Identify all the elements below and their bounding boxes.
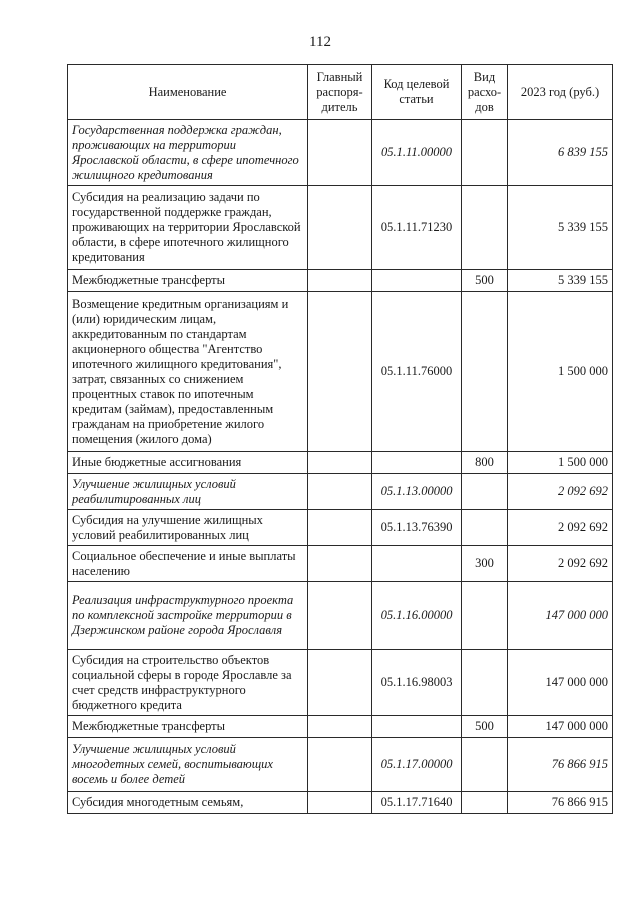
row-expense-type: 300 bbox=[462, 546, 508, 582]
row-name: Межбюджетные трансферты bbox=[68, 716, 308, 738]
row-amount: 2 092 692 bbox=[508, 510, 613, 546]
row-chief-admin bbox=[308, 582, 372, 650]
row-chief-admin bbox=[308, 716, 372, 738]
row-name: Субсидия на реализацию задачи по государственной поддержке граждан, проживающих на территории Ярославской области, в сфере ипотечного жилищного кредитования bbox=[68, 186, 308, 270]
row-expense-type bbox=[462, 474, 508, 510]
row-amount: 147 000 000 bbox=[508, 716, 613, 738]
header-amount: 2023 год (руб.) bbox=[508, 65, 613, 120]
row-amount: 147 000 000 bbox=[508, 650, 613, 716]
row-name: Возмещение кредитным организациям и (или) юридическим лицам, аккредитованным по стандартам акционерного общества "Агентство ипотечного жилищного кредитования", затрат, связанных со снижением процентных ставок по ипотечным кредитам (займам), предоставленным гражданам на приобретение жилого помещения (жилого дома) bbox=[68, 292, 308, 452]
table-row bbox=[68, 716, 613, 738]
table-row bbox=[68, 792, 613, 814]
row-chief-admin bbox=[308, 452, 372, 474]
row-expense-type bbox=[462, 582, 508, 650]
row-name: Улучшение жилищных условий многодетных семей, воспитывающих восемь и более детей bbox=[68, 738, 308, 792]
row-target-code bbox=[372, 270, 462, 292]
header-name: Наименование bbox=[68, 65, 308, 120]
row-amount: 5 339 155 bbox=[508, 186, 613, 270]
table-row bbox=[68, 510, 613, 546]
table-row bbox=[68, 738, 613, 792]
row-amount: 76 866 915 bbox=[508, 738, 613, 792]
row-expense-type bbox=[462, 650, 508, 716]
row-expense-type bbox=[462, 738, 508, 792]
table-header-row bbox=[68, 65, 613, 120]
header-expense-type: Вид расхо-дов bbox=[462, 65, 508, 120]
row-target-code: 05.1.17.00000 bbox=[372, 738, 462, 792]
row-target-code: 05.1.11.00000 bbox=[372, 120, 462, 186]
row-name: Социальное обеспечение и иные выплаты населению bbox=[68, 546, 308, 582]
row-target-code bbox=[372, 716, 462, 738]
row-chief-admin bbox=[308, 510, 372, 546]
row-target-code bbox=[372, 452, 462, 474]
row-chief-admin bbox=[308, 792, 372, 814]
header-target-code: Код целевой статьи bbox=[372, 65, 462, 120]
budget-table bbox=[67, 64, 613, 814]
table-row bbox=[68, 582, 613, 650]
table-row bbox=[68, 186, 613, 270]
row-name: Субсидия на строительство объектов социальной сферы в городе Ярославле за счет средств инфраструктурного бюджетного кредита bbox=[68, 650, 308, 716]
row-amount: 76 866 915 bbox=[508, 792, 613, 814]
row-name: Межбюджетные трансферты bbox=[68, 270, 308, 292]
table-row bbox=[68, 120, 613, 186]
row-amount: 2 092 692 bbox=[508, 474, 613, 510]
row-name: Иные бюджетные ассигнования bbox=[68, 452, 308, 474]
table-row bbox=[68, 452, 613, 474]
row-amount: 147 000 000 bbox=[508, 582, 613, 650]
page-number: 112 bbox=[309, 34, 331, 50]
table-row bbox=[68, 546, 613, 582]
row-chief-admin bbox=[308, 474, 372, 510]
row-name: Государственная поддержка граждан, проживающих на территории Ярославской области, в сфере ипотечного жилищного кредитования bbox=[68, 120, 308, 186]
row-expense-type bbox=[462, 792, 508, 814]
row-chief-admin bbox=[308, 270, 372, 292]
row-name: Субсидия многодетным семьям, bbox=[68, 792, 308, 814]
row-target-code bbox=[372, 546, 462, 582]
row-target-code: 05.1.17.71640 bbox=[372, 792, 462, 814]
row-chief-admin bbox=[308, 120, 372, 186]
row-expense-type bbox=[462, 292, 508, 452]
row-target-code: 05.1.13.76390 bbox=[372, 510, 462, 546]
row-amount: 2 092 692 bbox=[508, 546, 613, 582]
row-amount: 1 500 000 bbox=[508, 292, 613, 452]
table-row bbox=[68, 474, 613, 510]
row-amount: 6 839 155 bbox=[508, 120, 613, 186]
row-chief-admin bbox=[308, 738, 372, 792]
row-expense-type: 800 bbox=[462, 452, 508, 474]
row-target-code: 05.1.11.71230 bbox=[372, 186, 462, 270]
table-row bbox=[68, 292, 613, 452]
row-expense-type: 500 bbox=[462, 270, 508, 292]
row-target-code: 05.1.16.00000 bbox=[372, 582, 462, 650]
row-target-code: 05.1.13.00000 bbox=[372, 474, 462, 510]
row-expense-type bbox=[462, 510, 508, 546]
row-name: Реализация инфраструктурного проекта по комплексной застройке территории в Дзержинском районе города Ярославля bbox=[68, 582, 308, 650]
table-row bbox=[68, 650, 613, 716]
row-amount: 1 500 000 bbox=[508, 452, 613, 474]
row-name: Субсидия на улучшение жилищных условий реабилитированных лиц bbox=[68, 510, 308, 546]
row-expense-type bbox=[462, 120, 508, 186]
row-target-code: 05.1.16.98003 bbox=[372, 650, 462, 716]
row-expense-type: 500 bbox=[462, 716, 508, 738]
row-name: Улучшение жилищных условий реабилитированных лиц bbox=[68, 474, 308, 510]
row-chief-admin bbox=[308, 186, 372, 270]
row-chief-admin bbox=[308, 292, 372, 452]
row-target-code: 05.1.11.76000 bbox=[372, 292, 462, 452]
header-chief-admin: Главный распоря-дитель bbox=[308, 65, 372, 120]
table-row bbox=[68, 270, 613, 292]
row-expense-type bbox=[462, 186, 508, 270]
row-amount: 5 339 155 bbox=[508, 270, 613, 292]
row-chief-admin bbox=[308, 546, 372, 582]
row-chief-admin bbox=[308, 650, 372, 716]
